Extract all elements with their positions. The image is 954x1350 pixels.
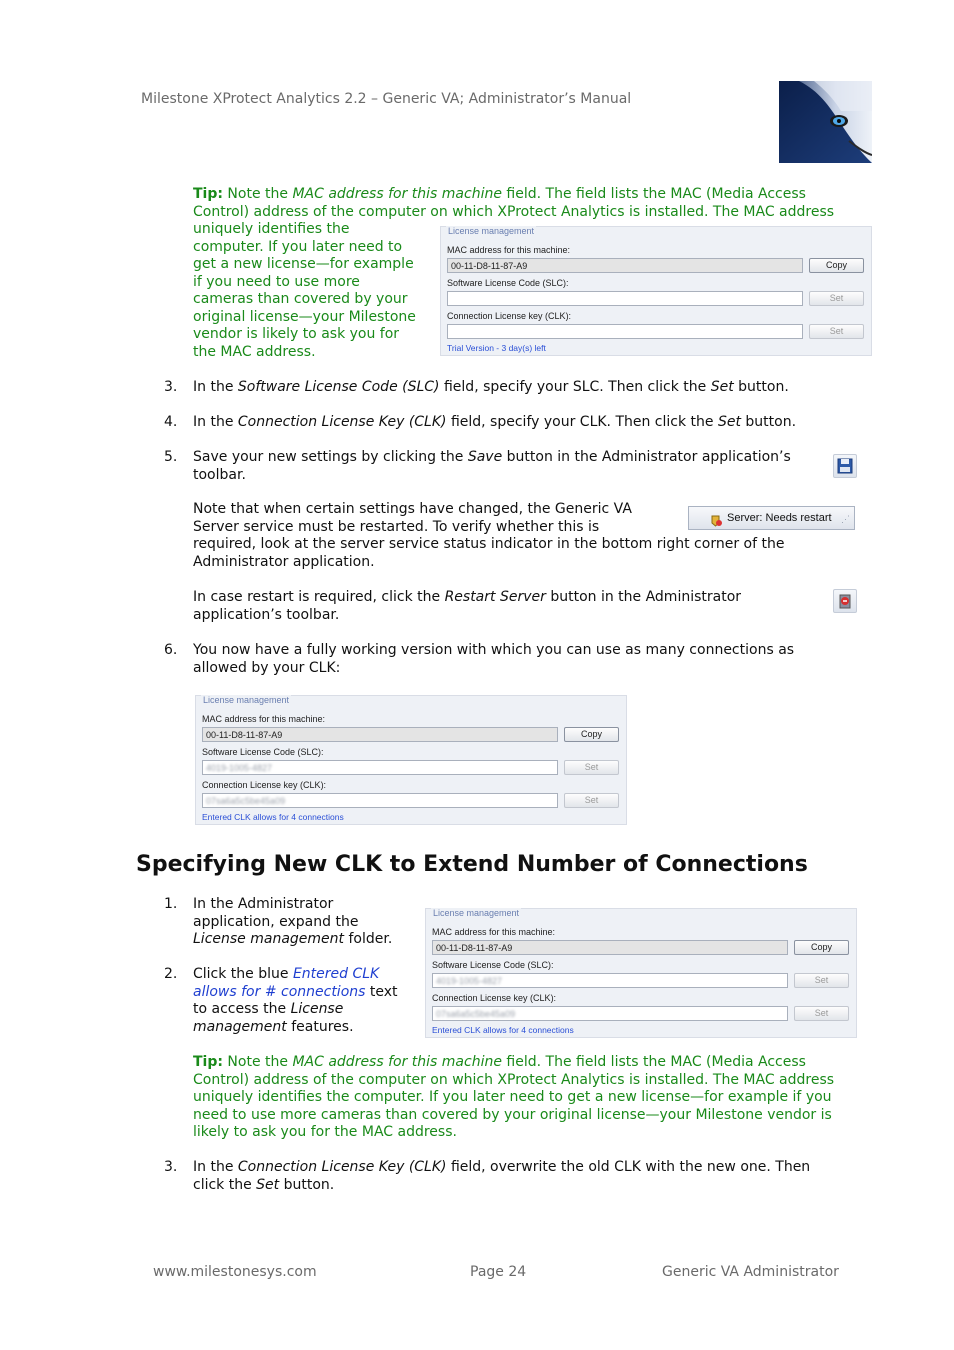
set-clk-button[interactable]: Set <box>794 1006 849 1021</box>
server-status-indicator[interactable] <box>688 506 855 530</box>
step-3-text: In the Software License Code (SLC) field, specify your SLC. Then click the Set button. <box>193 379 789 395</box>
slc-label: Software License Code (SLC): <box>447 278 569 288</box>
clk-input[interactable]: 07sa6a5c5be45a09 <box>202 793 558 808</box>
mac-label: MAC address for this machine: <box>447 245 571 255</box>
mac-field: 00-11-D8-11-87-A9 <box>202 727 558 742</box>
clk-input[interactable]: 07sa6a5c5be45a09 <box>432 1006 788 1021</box>
copy-button[interactable]: Copy <box>794 940 849 955</box>
tip-paragraph-1: Tip: Note the MAC address for this machine field. The field lists the MAC (Media Access Control) address of the computer on which XProtect Analytics is installed. The MAC address <box>193 186 835 220</box>
panel-title: License management <box>448 226 535 236</box>
section-step-3-text: In the Connection License Key (CLK) field, overwrite the old CLK with the new one. Then click the Set button. <box>193 1159 811 1193</box>
warning-shield-icon <box>709 513 723 535</box>
tip-paragraph-2: Tip: Note the MAC address for this machine field. The field lists the MAC (Media Access Control) address of the computer on which XProtect Analytics is installed. The MAC address uniquely identifies the computer. If you later need to get a new license—for example if you need to use more cameras than covered by your original license—your Milestone vendor is likely to ask you for the MAC address. <box>193 1054 835 1140</box>
step-6-text: You now have a fully working version with which you can use as many connections as allowed by your CLK: <box>193 642 795 676</box>
clk-label: Connection License key (CLK): <box>447 311 572 321</box>
restart-server-icon[interactable] <box>833 589 857 613</box>
clk-input[interactable] <box>447 324 803 339</box>
wolf-logo-image <box>779 81 872 163</box>
tip-label: Tip: <box>193 186 223 202</box>
set-slc-button[interactable]: Set <box>564 760 619 775</box>
footer-doc-title: Generic VA Administrator <box>662 1264 839 1280</box>
step-4-text: In the Connection License Key (CLK) field, specify your CLK. Then click the Set button. <box>193 414 797 430</box>
set-slc-button[interactable]: Set <box>809 291 864 306</box>
tip-label: Tip: <box>193 1054 223 1070</box>
step-5-text: Save your new settings by clicking the Save button in the Administrator application’s toolbar. <box>193 449 791 483</box>
copy-button[interactable]: Copy <box>809 258 864 273</box>
restart-note-text: Note that when certain settings have changed, the Generic VA Server service must be restarted. To verify whether this is required, look at the server service status indicator in the bottom right corner of the Administrator application. <box>193 501 785 570</box>
set-slc-button[interactable]: Set <box>794 973 849 988</box>
license-management-panel-section <box>425 908 857 1038</box>
mac-field: 00-11-D8-11-87-A9 <box>432 940 788 955</box>
section-step-1-text: In the Administrator application, expand the License management folder. <box>193 896 393 947</box>
mac-label: MAC address for this machine: <box>432 927 556 937</box>
clk-label: Connection License key (CLK): <box>202 780 327 790</box>
panel-title: License management <box>433 908 520 918</box>
entered-clk-link[interactable]: Entered CLK allows for 4 connections <box>432 1025 574 1035</box>
step-number: 1. <box>164 896 178 912</box>
slc-label: Software License Code (SLC): <box>202 747 324 757</box>
set-clk-button[interactable]: Set <box>564 793 619 808</box>
set-clk-button[interactable]: Set <box>809 324 864 339</box>
slc-label: Software License Code (SLC): <box>432 960 554 970</box>
license-management-panel-licensed <box>195 695 627 825</box>
entered-clk-link[interactable]: Entered CLK allows for 4 connections <box>202 812 344 822</box>
mac-label: MAC address for this machine: <box>202 714 326 724</box>
restart-server-text: In case restart is required, click the Restart Server button in the Administrator application’s toolbar. <box>193 589 742 623</box>
copy-button[interactable]: Copy <box>564 727 619 742</box>
document-header-title: Milestone XProtect Analytics 2.2 – Generic VA; Administrator’s Manual <box>141 91 632 107</box>
section-heading: Specifying New CLK to Extend Number of Connections <box>136 852 808 877</box>
footer-page-number: Page 24 <box>470 1264 527 1280</box>
step-number: 2. <box>164 966 178 982</box>
save-icon[interactable] <box>833 454 857 478</box>
footer-website: www.milestonesys.com <box>153 1264 317 1280</box>
step-number: 3. <box>164 379 178 395</box>
section-step-2-text: Click the blue Entered CLK allows for # connections text to access the License management features. <box>193 966 398 1035</box>
license-management-panel-trial <box>440 226 872 356</box>
server-status-text: Server: Needs restart <box>727 512 832 524</box>
clk-label: Connection License key (CLK): <box>432 993 557 1003</box>
slc-input[interactable]: 4019-1005-4827 <box>432 973 788 988</box>
tip-paragraph-1-wrap: uniquely identifies the computer. If you later need to get a new license—for example if you need to use more cameras than covered by your original license—your Milestone vendor is likely to ask you for the MAC address. <box>193 221 416 360</box>
trial-version-note: Trial Version - 3 day(s) left <box>447 343 546 353</box>
step-number: 3. <box>164 1159 178 1175</box>
resize-grip-icon: ⋰ <box>841 514 850 524</box>
slc-input[interactable] <box>447 291 803 306</box>
step-number: 4. <box>164 414 178 430</box>
entered-clk-link-text[interactable]: Entered CLK <box>292 966 380 982</box>
panel-title: License management <box>203 695 290 705</box>
mac-field: 00-11-D8-11-87-A9 <box>447 258 803 273</box>
step-number: 6. <box>164 642 178 658</box>
step-number: 5. <box>164 449 178 465</box>
slc-input[interactable]: 4019-1005-4827 <box>202 760 558 775</box>
entered-clk-link-text[interactable]: allows for # connections <box>193 983 366 1000</box>
